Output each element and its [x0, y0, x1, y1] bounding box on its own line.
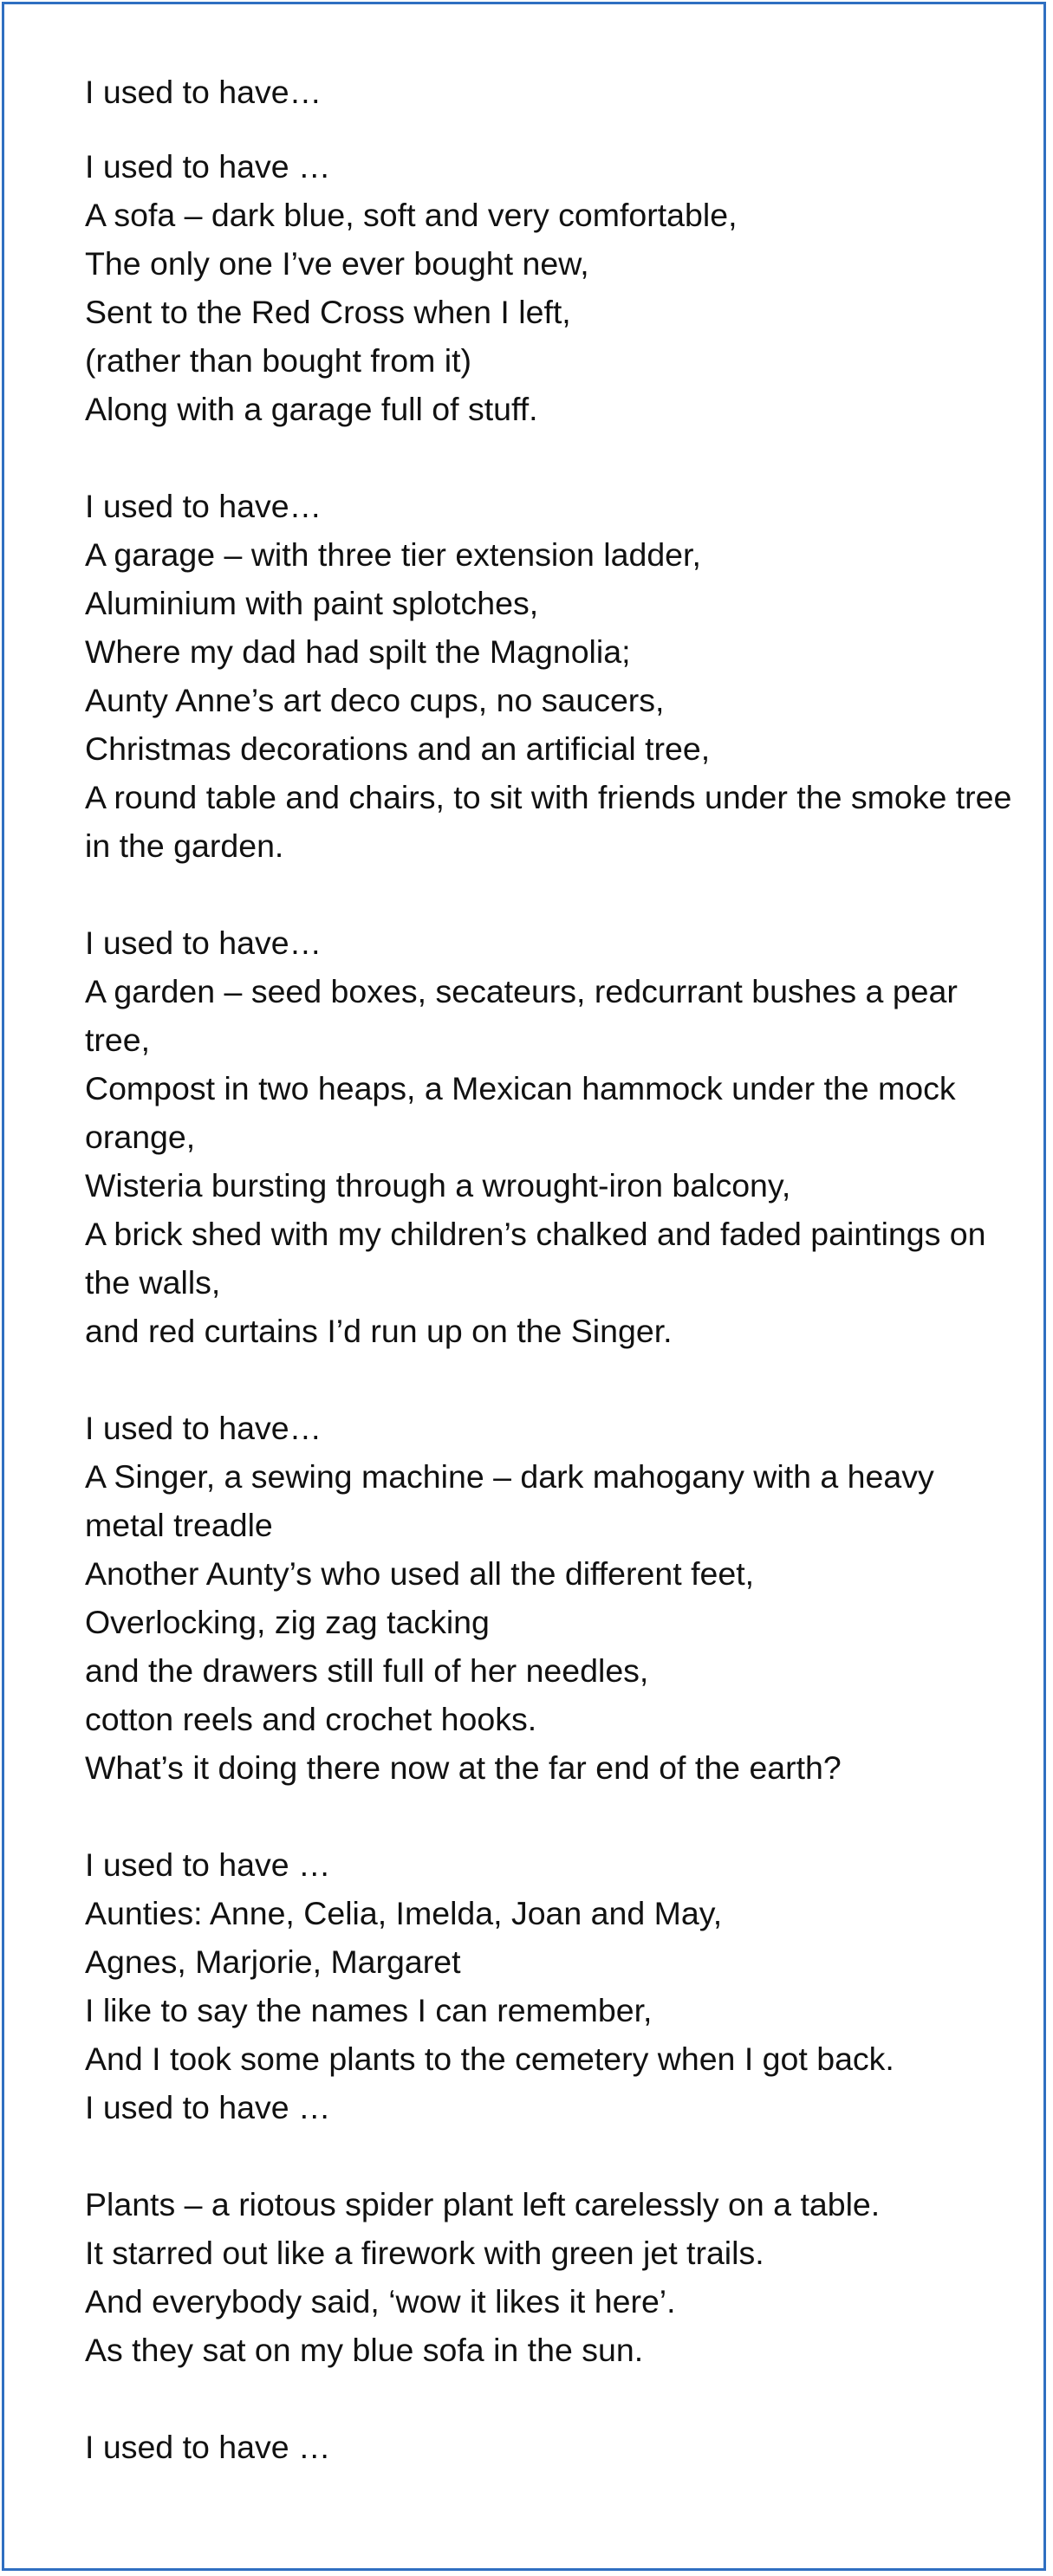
- poem-line: Aluminium with paint splotches,: [85, 585, 539, 621]
- poem-line: I used to have …: [85, 1846, 331, 1883]
- poem-title: I used to have…: [85, 74, 322, 110]
- poem-line: Along with a garage full of stuff.: [85, 391, 538, 427]
- poem-line: I used to have…: [85, 488, 322, 524]
- poem-line: Sent to the Red Cross when I left,: [85, 294, 571, 330]
- poem-line: It starred out like a firework with green jet trails.: [85, 2235, 764, 2271]
- poem-line: I used to have…: [85, 925, 322, 961]
- poem-line: A brick shed with my children’s chalked and faded paintings on the walls,: [85, 1216, 986, 1301]
- poem-line: A round table and chairs, to sit with friends under the smoke tree in the garden.: [85, 779, 1012, 864]
- poem-line: What’s it doing there now at the far end of the earth?: [85, 1749, 842, 1786]
- poem-line: Compost in two heaps, a Mexican hammock under the mock orange,: [85, 1070, 956, 1155]
- poem-stanzas: [85, 142, 1021, 2471]
- poem: [85, 68, 1021, 2520]
- poem-line: and red curtains I’d run up on the Singer.: [85, 1313, 673, 1349]
- poem-line: I used to have …: [85, 148, 331, 185]
- poem-line: I used to have …: [85, 2089, 331, 2125]
- poem-line: Aunties: Anne, Celia, Imelda, Joan and May,: [85, 1895, 723, 1931]
- poem-line: And everybody said, ‘wow it likes it here’.: [85, 2283, 676, 2320]
- poem-line: A sofa – dark blue, soft and very comfortable,: [85, 197, 738, 233]
- stanza: [85, 1840, 1021, 2132]
- poem-line: I used to have…: [85, 1410, 322, 1446]
- poem-line: Agnes, Marjorie, Margaret: [85, 1943, 461, 1980]
- poem-line: As they sat on my blue sofa in the sun.: [85, 2332, 644, 2368]
- poem-line: The only one I’ve ever bought new,: [85, 245, 589, 282]
- poem-line: cotton reels and crochet hooks.: [85, 1701, 537, 1737]
- poem-line: I like to say the names I can remember,: [85, 1992, 653, 2028]
- poem-line: Overlocking, zig zag tacking: [85, 1604, 490, 1640]
- poem-line: And I took some plants to the cemetery when I got back.: [85, 2041, 894, 2077]
- poem-line: and the drawers still full of her needles,: [85, 1652, 649, 1689]
- poem-line: Another Aunty’s who used all the different feet,: [85, 1555, 755, 1592]
- poem-line: A garden – seed boxes, secateurs, redcurrant bushes a pear tree,: [85, 973, 958, 1058]
- stanza: [85, 918, 1021, 1355]
- poem-line: Christmas decorations and an artificial tree,: [85, 730, 711, 767]
- poem-line: Wisteria bursting through a wrought-iron balcony,: [85, 1167, 791, 1204]
- stanza: [85, 142, 1021, 433]
- poem-line: A Singer, a sewing machine – dark mahogany with a heavy metal treadle: [85, 1458, 934, 1543]
- stanza: [85, 1404, 1021, 1792]
- poem-line: (rather than bought from it): [85, 342, 472, 379]
- stanza: [85, 482, 1021, 870]
- poem-line: I used to have …: [85, 2429, 331, 2465]
- poem-line: Plants – a riotous spider plant left carelessly on a table.: [85, 2186, 881, 2222]
- poem-line: Where my dad had spilt the Magnolia;: [85, 633, 631, 670]
- stanza: [85, 2423, 1021, 2471]
- stanza: [85, 2180, 1021, 2374]
- poem-line: A garage – with three tier extension ladder,: [85, 536, 701, 573]
- poem-line: Aunty Anne’s art deco cups, no saucers,: [85, 682, 665, 718]
